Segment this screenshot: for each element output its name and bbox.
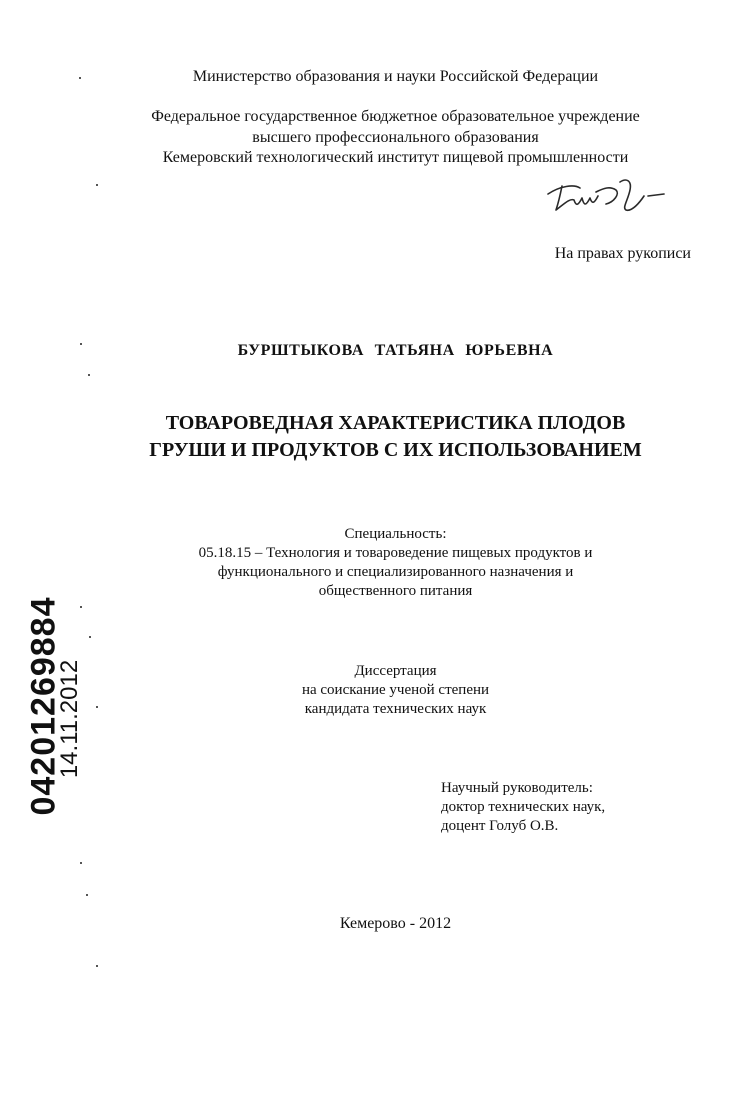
author-name: БУРШТЫКОВА ТАТЬЯНА ЮРЬЕВНА bbox=[237, 342, 554, 359]
scan-speck bbox=[96, 184, 98, 186]
stamp-date: 14.11.2012 bbox=[56, 659, 83, 779]
scan-speck bbox=[80, 343, 82, 345]
scan-speck bbox=[96, 965, 98, 967]
city-year: Кемерово - 2012 bbox=[339, 915, 452, 932]
specialty-line-1: 05.18.15 – Технология и товароведение пищевых продуктов и bbox=[198, 545, 593, 561]
scan-speck bbox=[88, 374, 90, 376]
dissertation-line-3: кандидата технических наук bbox=[304, 701, 487, 717]
institution-line-3: Кемеровский технологический институт пищевой промышленности bbox=[162, 149, 629, 166]
specialty-line-2: функционального и специализированного назначения и bbox=[217, 564, 574, 580]
institution-line-2: высшего профессионального образования bbox=[252, 129, 539, 146]
institution-line-1: Федеральное государственное бюджетное образовательное учреждение bbox=[151, 108, 640, 125]
ministry-name: Министерство образования и науки Российской Федерации bbox=[192, 68, 599, 85]
scan-speck bbox=[80, 862, 82, 864]
scan-speck bbox=[79, 77, 81, 79]
rights-note: На правах рукописи bbox=[554, 245, 691, 262]
specialty-line-3: общественного питания bbox=[318, 583, 473, 599]
thesis-title-line-1: ТОВАРОВЕДНАЯ ХАРАКТЕРИСТИКА ПЛОДОВ bbox=[165, 412, 626, 434]
dissertation-line-1: Диссертация bbox=[354, 663, 437, 679]
scan-speck bbox=[80, 606, 82, 608]
thesis-title-line-2: ГРУШИ И ПРОДУКТОВ С ИХ ИСПОЛЬЗОВАНИЕМ bbox=[149, 439, 642, 461]
scan-speck bbox=[86, 894, 88, 896]
stamp-number: 04201269884 bbox=[24, 596, 63, 816]
dissertation-line-2: на соискание ученой степени bbox=[301, 682, 490, 698]
signature-icon bbox=[540, 172, 670, 222]
supervisor-line-3: доцент Голуб О.В. bbox=[441, 818, 559, 834]
specialty-label: Специальность: bbox=[344, 526, 447, 542]
supervisor-line-1: Научный руководитель: bbox=[441, 780, 593, 796]
scan-speck bbox=[96, 706, 98, 708]
scan-speck bbox=[89, 636, 91, 638]
supervisor-line-2: доктор технических наук, bbox=[441, 799, 606, 815]
